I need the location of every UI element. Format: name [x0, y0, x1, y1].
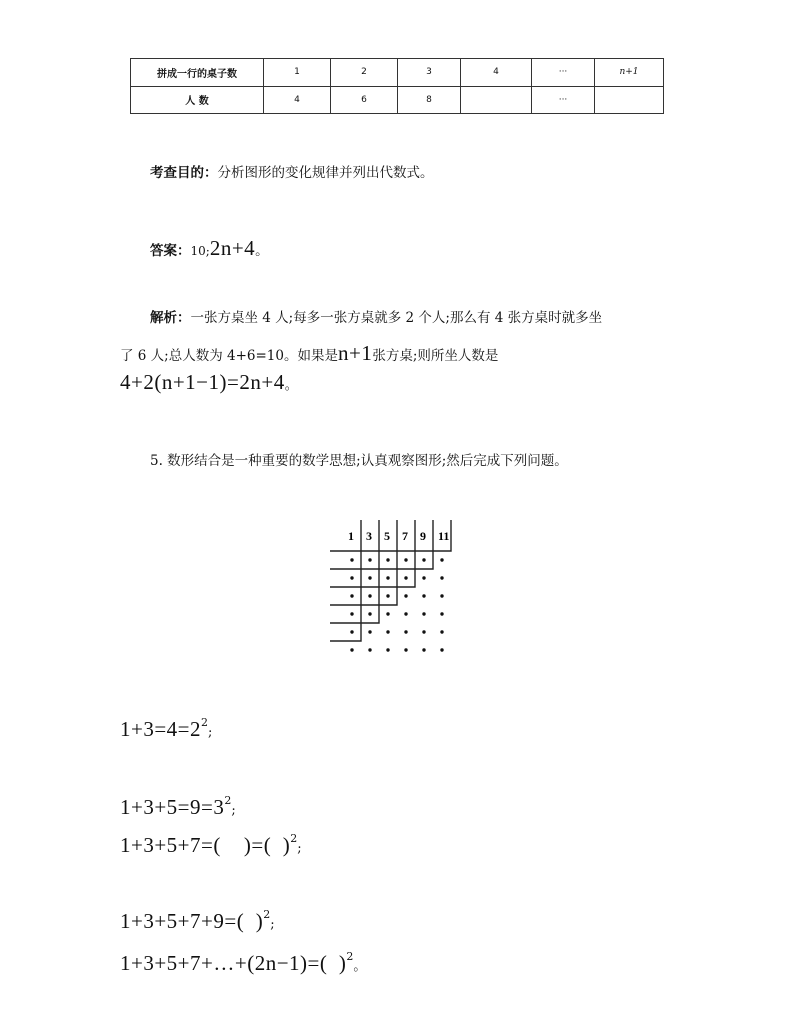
figure-dot [422, 648, 425, 651]
equation-3 [120, 832, 302, 858]
table-cell: 3 [398, 59, 461, 87]
column-label: 7 [402, 529, 408, 543]
figure-dot [368, 612, 371, 615]
figure-dot [404, 594, 407, 597]
equation-exponent: 2 [263, 908, 271, 921]
analysis-text-1: 一张方桌坐 4 人;每多一张方桌就多 2 个人;那么有 4 张方桌时就多坐 [190, 310, 603, 326]
equation-exponent: 2 [290, 832, 298, 845]
equation-end: ; [297, 841, 302, 856]
equation-4 [120, 908, 275, 934]
answer-label: 答案： [150, 243, 191, 259]
data-table [130, 58, 664, 114]
column-label: 5 [384, 529, 390, 543]
figure-dot [368, 630, 371, 633]
table-cell: 4 [461, 59, 532, 87]
equation-5 [120, 950, 366, 976]
figure-dot [440, 594, 443, 597]
table-row-header: 人 数 [131, 86, 264, 114]
table-cell [595, 86, 664, 114]
equation-lhs: 1+3=4=2 [120, 717, 202, 741]
figure-dot [386, 594, 389, 597]
equation-exponent: 2 [346, 950, 354, 963]
column-label: 1 [348, 529, 354, 543]
column-label: 11 [438, 529, 450, 543]
table-cell: 4 [264, 86, 331, 114]
equation-1 [120, 716, 212, 742]
table-row-header: 拼成一行的桌子数 [131, 59, 264, 87]
figure-dot [422, 594, 425, 597]
figure-dot [404, 612, 407, 615]
figure-dot [440, 576, 443, 579]
figure-dot [404, 648, 407, 651]
figure-dot [350, 576, 353, 579]
purpose-text: 分析图形的变化规律并列出代数式。 [217, 165, 434, 181]
equation-lhs: 1+3+5+7=( )=( ) [120, 833, 291, 857]
figure-dot [386, 558, 389, 561]
table-cell: n+1 [595, 59, 664, 87]
table-cell: ··· [532, 59, 595, 87]
figure-dot [404, 630, 407, 633]
table-cell: 8 [398, 86, 461, 114]
equation-end: ; [270, 917, 275, 932]
dot-figure [328, 518, 472, 672]
purpose-line [150, 158, 434, 188]
figure-dot [422, 630, 425, 633]
analysis-line-2 [120, 338, 498, 371]
equation-exponent: 2 [224, 794, 232, 807]
figure-dot [386, 612, 389, 615]
answer-line [150, 233, 269, 266]
table-cell: 1 [264, 59, 331, 87]
figure-dot [350, 630, 353, 633]
figure-dot [368, 648, 371, 651]
table-row [131, 59, 664, 87]
equation-end: ; [231, 803, 236, 818]
equation-lhs: 1+3+5=9=3 [120, 795, 225, 819]
figure-dot [422, 612, 425, 615]
figure-dot [350, 612, 353, 615]
figure-l-line [330, 520, 433, 569]
figure-dot [368, 576, 371, 579]
analysis-label: 解析： [150, 310, 191, 326]
figure-dot [422, 558, 425, 561]
table-row [131, 86, 664, 114]
figure-dot [368, 558, 371, 561]
column-label: 9 [420, 529, 426, 543]
equation-end: 。 [353, 959, 367, 974]
analysis-formula-3: 4+2(n+1−1)=2n+4 [120, 370, 285, 394]
figure-dot [386, 630, 389, 633]
figure-dot [440, 630, 443, 633]
purpose-label: 考查目的： [150, 165, 218, 181]
equation-lhs: 1+3+5+7+…+(2n−1)=( ) [120, 951, 347, 975]
figure-dot [350, 648, 353, 651]
table-cell [461, 86, 532, 114]
question-5 [150, 446, 568, 476]
figure-dot [386, 576, 389, 579]
equation-lhs: 1+3+5+7+9=( ) [120, 909, 264, 933]
figure-dot [440, 612, 443, 615]
figure-dot [350, 594, 353, 597]
figure-dot [404, 576, 407, 579]
analysis-text-2b: 张方桌;则所坐人数是 [372, 348, 499, 364]
answer-end: 。 [255, 243, 269, 259]
figure-labels [348, 529, 449, 543]
figure-dot [404, 558, 407, 561]
equation-2 [120, 794, 236, 820]
answer-text: 10; [190, 244, 210, 258]
analysis-line-1 [150, 303, 710, 333]
column-label: 3 [366, 529, 372, 543]
figure-dot [422, 576, 425, 579]
equation-exponent: 2 [201, 716, 209, 729]
figure-dot [350, 558, 353, 561]
analysis-end-3: 。 [284, 378, 298, 393]
figure-dot [368, 594, 371, 597]
equation-end: ; [208, 725, 213, 740]
table-cell: 2 [331, 59, 398, 87]
analysis-formula-2: n+1 [338, 341, 373, 365]
answer-formula: 2n+4 [209, 236, 256, 260]
figure-dot [440, 648, 443, 651]
figure-dot [386, 648, 389, 651]
analysis-text-2a: 了 6 人;总人数为 4+6=10。如果是 [120, 348, 338, 364]
analysis-line-3 [120, 370, 298, 395]
question-5-text: 5. 数形结合是一种重要的数学思想;认真观察图形;然后完成下列问题。 [150, 453, 568, 469]
table-cell: 6 [331, 86, 398, 114]
figure-dot [440, 558, 443, 561]
table-cell: ··· [532, 86, 595, 114]
